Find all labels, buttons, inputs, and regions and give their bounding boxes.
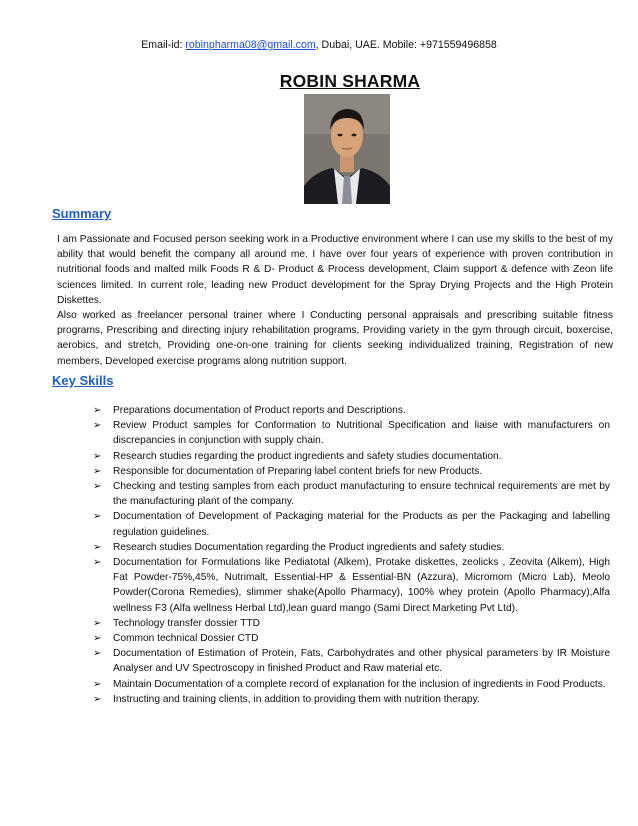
list-item: ➢ Research studies regarding the product ingredients and safety studies documentation. [93,449,610,464]
list-item: ➢ Preparations documentation of Product reports and Descriptions. [93,403,610,418]
summary-paragraph: Also worked as freelancer personal trainer where I Conducting personal appraisals and prescribing suitable fitness programs, Prescribing and directing injury rehabilitation programs, Providing variety in the gym through circuit, boxercise, aerobics, and stretch, Providing one-on-one training for clients seeking individualized training, Registration of new members, Developed exercise programs along nutrition support. [57,310,613,367]
key-skills-list [93,403,610,707]
list-item: ➢ Documentation for Formulations like Pediatotal (Alkem), Protake diskettes, zeolicks , Zeovita (Alkem), High Fat Powder-75%,45%, Nutrimalt, Essential-HP & Essential-BN (Azzura), Micromom (Micro Lab), Meolo Powder(Corona Remedies), slimmer shake(Apollo Pharmacy), 100% whey protein (Apollo Pharmacy),Alfa wellness F3 (Alfa wellness Herbal Ltd),lean guard mango (Sami Direct Marketing Pvt Ltd). [93,557,610,614]
summary-body [57,232,613,369]
arrow-bullet-icon: ➢ [93,557,102,569]
key-skills-heading: Key Skills [52,373,114,388]
summary-paragraph: I am Passionate and Focused person seeking work in a Productive environment where I can use my skills to the best of my ability that would benefit the company all around me. I have over four years of experience with proven contribution in nutritional foods and malted milk Foods R & D- Product & Process development, Claim support & defence with Zeon life sciences limited. In current role, leading new Product development for the Spray Drying Projects and the High Protein Diskettes. [57,234,613,306]
candidate-name: ROBIN SHARMA [279,71,421,91]
profile-photo [304,94,390,204]
list-item: ➢ Instructing and training clients, in addition to providing them with nutrition therapy. [93,692,610,707]
list-item: ➢ Documentation of Estimation of Protein, Fats, Carbohydrates and other physical parameters by IR Moisture Analyser and UV Spectroscopy in finished Product and Raw material etc. [93,648,610,675]
list-item: ➢ Checking and testing samples from each product manufacturing to ensure technical requirements are met by the manufacturing plant of the company. [93,481,610,508]
list-item: ➢ Maintain Documentation of a complete record of explanation for the inclusion of ingredients in Food Products. [93,677,610,692]
arrow-bullet-icon: ➢ [93,633,102,645]
list-item: ➢ Review Product samples for Conformation to Nutritional Specification and liaise with manufacturers on discrepancies in conjunction with supply chain. [93,420,610,447]
contact-line [0,39,638,51]
email-link[interactable]: robinpharma08@gmail.com [185,39,316,51]
list-item: ➢ Responsible for documentation of Preparing label content briefs for new Products. [93,464,610,479]
arrow-bullet-icon: ➢ [93,678,102,690]
email-label: Email-id: [141,39,186,51]
list-item: ➢ Common technical Dossier CTD [93,631,610,646]
list-item: ➢ Documentation of Development of Packaging material for the Products as per the Packaging and labelling regulation guidelines. [93,511,610,538]
arrow-bullet-icon: ➢ [93,648,102,660]
arrow-bullet-icon: ➢ [93,405,102,416]
arrow-bullet-icon: ➢ [93,693,102,705]
arrow-bullet-icon: ➢ [93,617,102,629]
arrow-bullet-icon: ➢ [93,420,102,432]
arrow-bullet-icon: ➢ [93,481,102,493]
list-item: ➢ Research studies Documentation regarding the Product ingredients and safety studies. [93,540,610,555]
arrow-bullet-icon: ➢ [93,541,102,553]
arrow-bullet-icon: ➢ [93,511,102,523]
arrow-bullet-icon: ➢ [93,465,102,477]
summary-heading: Summary [52,206,112,221]
list-item: ➢ Technology transfer dossier TTD [93,616,610,631]
arrow-bullet-icon: ➢ [93,450,102,462]
location-mobile: , Dubai, UAE. Mobile: +971559496858 [315,39,497,51]
